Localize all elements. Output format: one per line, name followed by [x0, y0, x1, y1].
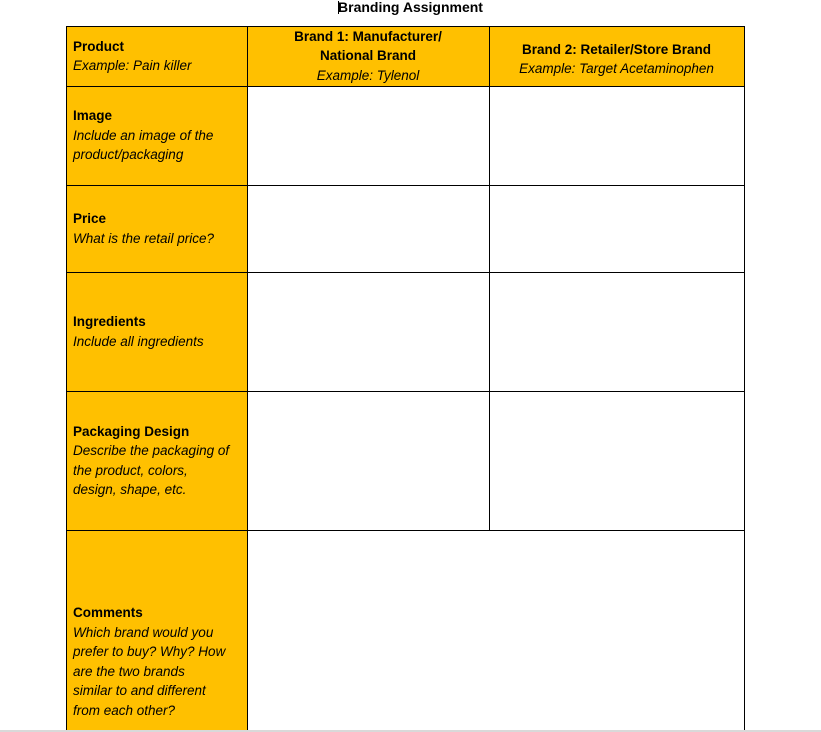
header-product-label: Product: [73, 38, 125, 54]
grid-line: [66, 272, 745, 273]
grid-line: [66, 530, 745, 531]
row-comments-desc-1: Which brand would you: [73, 624, 214, 640]
grid-line: [489, 26, 490, 530]
row-ingredients-brand2-cell[interactable]: [489, 272, 744, 391]
row-packaging-brand1-cell[interactable]: [247, 391, 489, 530]
row-comments-desc-5: from each other?: [73, 702, 176, 718]
header-brand1-cell: [247, 26, 489, 86]
row-price-brand1-cell[interactable]: [247, 185, 489, 272]
row-image-brand1-cell[interactable]: [247, 86, 489, 185]
row-comments-answer-cell[interactable]: [247, 530, 744, 730]
row-packaging-desc-1: Describe the packaging of: [73, 443, 230, 458]
grid-line: [66, 26, 745, 27]
row-packaging-desc-2: the product, colors,: [73, 462, 188, 478]
row-comments-desc-4: similar to and different: [73, 683, 206, 698]
row-packaging-brand2-cell[interactable]: [489, 391, 744, 530]
grid-line: [744, 26, 745, 730]
header-product-cell: [66, 26, 247, 86]
row-image-label: Image: [73, 108, 113, 124]
header-brand2-example: Example: Target Acetaminophen: [519, 61, 714, 76]
row-image-label-cell: [66, 86, 247, 185]
row-packaging-desc-3: design, shape, etc.: [73, 482, 187, 497]
row-ingredients-desc-1: Include all ingredients: [73, 333, 204, 349]
row-price-label: Price: [73, 211, 107, 226]
row-comments-label-cell: [66, 530, 247, 730]
row-price-desc-1: What is the retail price?: [73, 230, 215, 246]
grid-line: [66, 391, 745, 392]
row-ingredients-label-cell: [66, 272, 247, 391]
row-image-brand2-cell[interactable]: [489, 86, 744, 185]
row-price-brand2-cell[interactable]: [489, 185, 744, 272]
row-price-label-cell: [66, 185, 247, 272]
row-image-desc-1: Include an image of the: [73, 127, 214, 143]
header-brand1-line1: Brand 1: Manufacturer/: [294, 28, 442, 44]
header-brand2-cell: [489, 26, 744, 86]
grid-line: [66, 86, 745, 87]
row-ingredients-label: Ingredients: [73, 314, 146, 329]
grid-line: [247, 26, 248, 730]
row-comments-desc-3: are the two brands: [73, 663, 185, 679]
grid-line: [66, 185, 745, 186]
header-brand2-label: Brand 2: Retailer/Store Brand: [521, 41, 712, 57]
title-text: Branding Assignment: [338, 0, 483, 15]
row-packaging-label-cell: [66, 391, 247, 530]
row-image-desc-2: product/packaging: [73, 147, 184, 163]
header-brand1-example: Example: Tylenol: [316, 67, 420, 83]
row-comments-desc-2: prefer to buy? Why? How: [73, 644, 226, 659]
row-packaging-label: Packaging Design: [73, 423, 190, 439]
header-product-example: Example: Pain killer: [73, 58, 192, 73]
grid-line: [66, 26, 67, 730]
page-title: [0, 0, 821, 15]
row-ingredients-brand1-cell[interactable]: [247, 272, 489, 391]
row-comments-label: Comments: [73, 605, 143, 620]
header-brand1-line2: National Brand: [319, 48, 416, 64]
